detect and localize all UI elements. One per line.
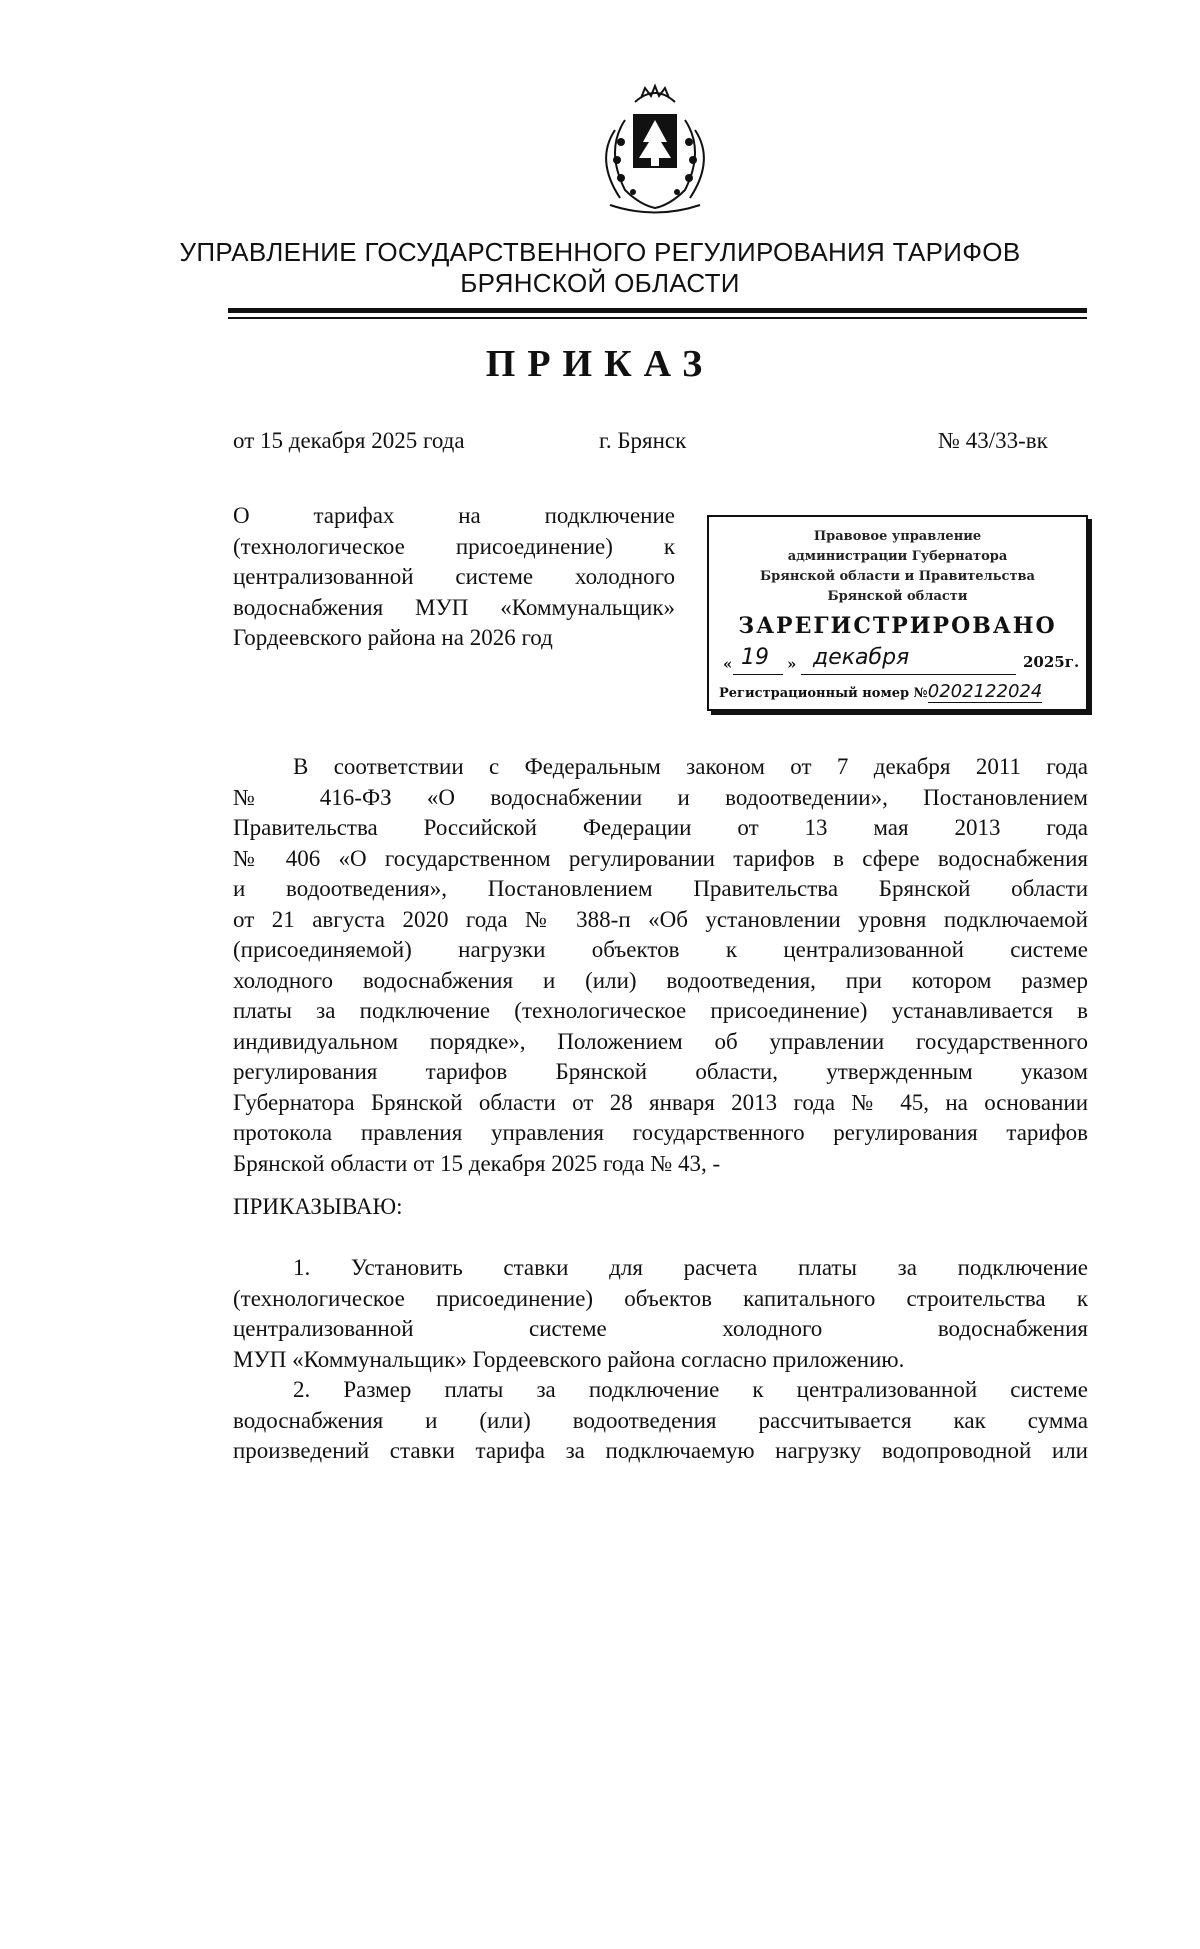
paragraph-line: № 406 «О государственном регулировании тарифов в сфере водоснабжения xyxy=(233,845,1088,871)
paragraph-line: платы за подключение (технологическое присоединение) устанавливается в xyxy=(233,998,1088,1023)
stamp-line: Брянской области и Правительства xyxy=(760,569,1035,584)
paragraph-line: 2. Размер платы за подключение к централизованной системе xyxy=(293,1377,1088,1402)
paragraph-line: и водоотведения», Постановлением Правительства Брянской области xyxy=(233,876,1088,901)
stamp-month-handwritten: декабря xyxy=(813,645,910,670)
stamp-line: Брянской области xyxy=(827,589,968,604)
subject-line: водоснабжения МУП «Коммунальщик» xyxy=(233,594,675,620)
paragraph-line: В соответствии с Федеральным законом от 7 декабря 2011 года xyxy=(293,754,1088,779)
organization-name-line2: БРЯНСКОЙ ОБЛАСТИ xyxy=(460,268,740,298)
stamp-registered-label: ЗАРЕГИСТРИРОВАНО xyxy=(738,613,1057,639)
paragraph-line: Губернатора Брянской области от 28 января 2013 года № 45, на основании xyxy=(233,1089,1088,1115)
paragraph-line: (технологическое присоединение) объектов капитального строительства к xyxy=(233,1285,1088,1311)
stamp-day-handwritten: 19 xyxy=(741,645,769,670)
stamp-line: Правовое управление xyxy=(813,529,982,544)
subject-line: Гордеевского района на 2026 год xyxy=(233,625,553,650)
stamp-line: администрации Губернатора xyxy=(787,549,1008,564)
paragraph-line: Правительства Российской Федерации от 13 мая 2013 года xyxy=(233,815,1088,840)
subject-line: (технологическое присоединение) к xyxy=(233,533,675,559)
paragraph-line: индивидуальном порядке», Положением об управлении государственного xyxy=(233,1028,1088,1054)
paragraph-line: водоснабжения и (или) водоотведения рассчитывается как сумма xyxy=(233,1407,1088,1433)
paragraph-line: регулирования тарифов Брянской области, утвержденным указом xyxy=(233,1059,1088,1084)
subject-line: централизованной системе холодного xyxy=(233,564,675,589)
stamp-year: 2025г. xyxy=(1023,653,1080,671)
order-item-1 xyxy=(233,1253,1088,1375)
header-rule-thin xyxy=(228,317,1087,319)
paragraph-line: централизованной системе холодного водоснабжения xyxy=(233,1316,1088,1341)
preamble-paragraph xyxy=(233,752,1088,1179)
stamp-registration-number xyxy=(719,681,1042,702)
paragraph-line: от 21 августа 2020 года № 388-п «Об установлении уровня подключаемой xyxy=(233,906,1088,932)
order-subject xyxy=(233,501,675,654)
paragraph-line: Брянской области от 15 декабря 2025 года № 43, - xyxy=(233,1150,721,1176)
organization-name-line1: УПРАВЛЕНИЕ ГОСУДАРСТВЕННОГО РЕГУЛИРОВАНИЯ ТАРИФОВ xyxy=(179,237,1021,267)
registration-stamp xyxy=(707,515,1088,711)
paragraph-line: МУП «Коммунальщик» Гордеевского района согласно приложению. xyxy=(233,1346,905,1372)
order-date: от 15 декабря 2025 года xyxy=(233,428,465,453)
paragraph-line: 1. Установить ставки для расчета платы за подключение xyxy=(293,1255,1088,1280)
paragraph-line: холодного водоснабжения и (или) водоотведения, при котором размер xyxy=(233,967,1088,993)
paragraph-line: произведений ставки тарифа за подключаемую нагрузку водопроводной или xyxy=(233,1438,1088,1463)
paragraph-line: (присоединяемой) нагрузки объектов к централизованной системе xyxy=(233,937,1088,962)
document-type-title: ПРИКАЗ xyxy=(485,343,715,385)
order-city: г. Брянск xyxy=(599,428,687,453)
subject-line: О тарифах на подключение xyxy=(233,503,675,528)
stamp-regnum-label: Регистрационный номер № xyxy=(719,686,928,701)
paragraph-line: протокола правления управления государственного регулирования тарифов xyxy=(233,1120,1088,1145)
coat-of-arms-emblem xyxy=(585,80,725,220)
order-item-2 xyxy=(233,1375,1088,1467)
order-directive-word: ПРИКАЗЫВАЮ: xyxy=(233,1194,403,1219)
paragraph-line: № 416-ФЗ «О водоснабжении и водоотведении», Постановлением xyxy=(233,784,1088,810)
order-number: № 43/33-вк xyxy=(938,428,1048,453)
header-rule-thick xyxy=(228,308,1087,313)
stamp-date-line: « 19 » декабря 2025г. xyxy=(723,645,1080,673)
stamp-regnum-value: 0202122024 xyxy=(927,681,1043,702)
